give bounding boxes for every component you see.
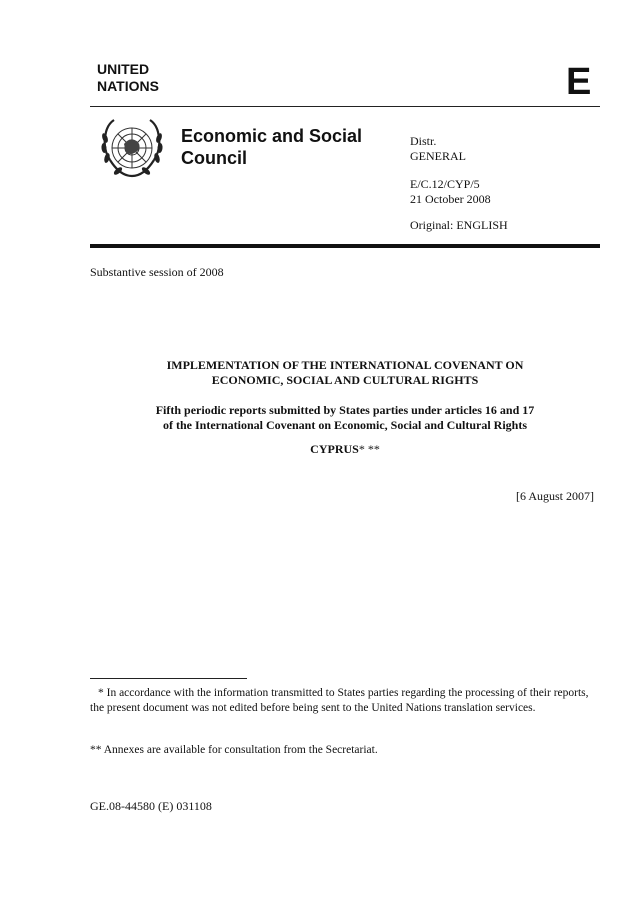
original-language: Original: ENGLISH: [410, 218, 508, 232]
footnote-divider: [90, 678, 247, 679]
distr-label: Distr.: [410, 134, 437, 148]
header-divider: [90, 106, 600, 107]
country-heading: [90, 442, 600, 457]
subtitle: [90, 403, 600, 433]
footnote-marks: * **: [358, 442, 380, 456]
session-label: Substantive session of 2008: [90, 265, 224, 279]
document-symbol-block: [410, 177, 491, 207]
country-name: CYPRUS: [310, 442, 359, 456]
council-title: [181, 125, 362, 169]
council-line-1: Economic and Social: [181, 126, 363, 146]
document-symbol: E/C.12/CYP/5: [410, 177, 480, 191]
council-line-2: Council: [181, 148, 247, 168]
header-thick-divider: [90, 244, 600, 248]
main-title: [90, 358, 600, 388]
language-letter: E: [566, 61, 592, 103]
distr-value: GENERAL: [410, 149, 466, 163]
subtitle-line-2: of the International Covenant on Economic, Social and Cultural Rights: [162, 418, 528, 432]
organization-name: [97, 61, 159, 95]
subtitle-line-1: Fifth periodic reports submitted by States parties under articles 16 and 17: [155, 403, 535, 417]
document-code: GE.08-44580 (E) 031108: [90, 799, 212, 813]
un-emblem-icon: [96, 114, 168, 186]
main-title-line-2: ECONOMIC, SOCIAL AND CULTURAL RIGHTS: [211, 373, 479, 387]
org-line-1: UNITED: [97, 61, 150, 77]
report-date: [6 August 2007]: [516, 489, 594, 503]
document-date: 21 October 2008: [410, 192, 491, 206]
footnote-2: ** Annexes are available for consultation from the Secretariat.: [90, 744, 378, 756]
footnote-1: * In accordance with the information transmitted to States parties regarding the processing of their reports, the present document was not edited before being sent to the United Nations translation services.: [90, 687, 589, 714]
distribution-info: [410, 134, 466, 164]
main-title-line-1: IMPLEMENTATION OF THE INTERNATIONAL COVENANT ON: [166, 358, 524, 372]
org-line-2: NATIONS: [97, 78, 159, 94]
